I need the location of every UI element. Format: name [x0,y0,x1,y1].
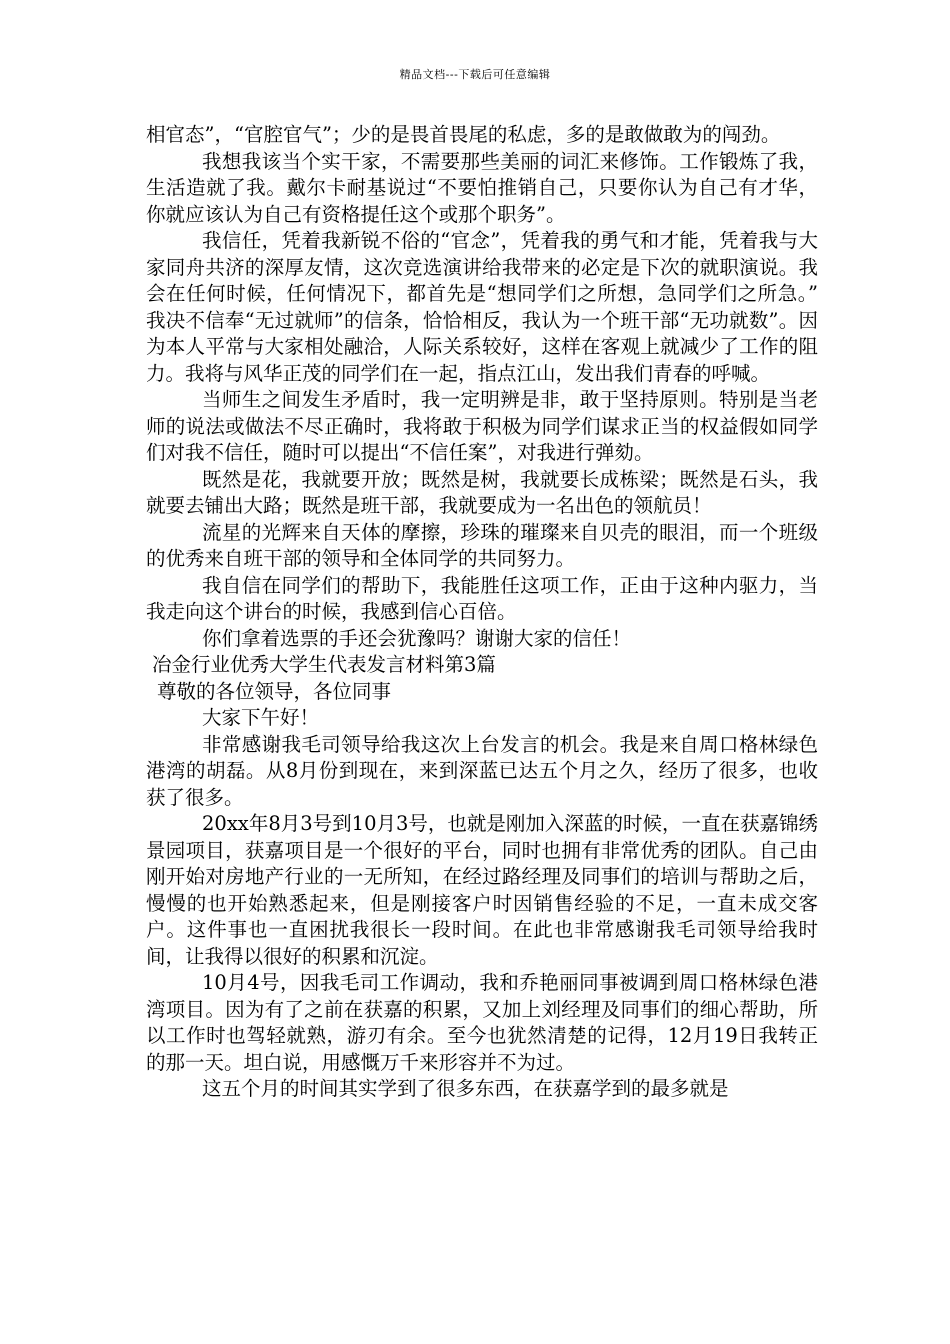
paragraph: 非常感谢我毛司领导给我这次上台发言的机会。我是来自周口格林绿色港湾的胡磊。从8月份到现在，来到深蓝已达五个月之久，经历了很多，也收获了很多。 [146,732,818,809]
paragraph: 20xx年8月3号到10月3号，也就是刚加入深蓝的时候，一直在获嘉锦绣景园项目，获嘉项目是一个很好的平台，同时也拥有非常优秀的团队。自己由刚开始对房地产行业的一无所知，在经过路经理及同事们的培训与帮助之后，慢慢的也开始熟悉起来，但是刚接客户时因销售经验的不足，一直未成交客户。这件事也一直困扰我很长一段时间。在此也非常感谢我毛司领导给我时间，让我得以很好的积累和沉淀。 [146,812,818,968]
page-header: 精品文档---下载后可任意编辑 [399,68,551,81]
document-body [146,122,818,1103]
paragraph: 这五个月的时间其实学到了很多东西，在获嘉学到的最多就是 [202,1077,729,1100]
section-title: 冶金行业优秀大学生代表发言材料第3篇 [152,653,496,676]
paragraph: 我信任，凭着我新锐不俗的“官念”，凭着我的勇气和才能，凭着我与大家同舟共济的深厚友情，这次竞选演讲给我带来的必定是下次的就职演说。我会在任何时候，任何情况下，都首先是“想同学们之所想，急同学们之所急。” 我决不信奉“无过就师”的信条，恰恰相反，我认为一个班干部“无功就数”。因为本人平常与大家相处融洽，人际关系较好，这样在客观上就减少了工作的阻力。我将与风华正茂的同学们在一起，指点江山，发出我们青春的呼喊。 [146,229,818,385]
greeting: 大家下午好！ [202,706,320,729]
paragraph: 我想我该当个实干家，不需要那些美丽的词汇来修饰。工作锻炼了我，生活造就了我。戴尔卡耐基说过“不要怕推销自己，只要你认为自己有才华，你就应该认为自己有资格提任这个或那个职务”。 [146,149,818,226]
paragraph-continuation: 相官态”，“官腔官气”；少的是畏首畏尾的私虑，多的是敢做敢为的闯劲。 [146,123,781,146]
salutation: 尊敬的各位领导，各位同事 [157,679,392,703]
paragraph: 既然是花，我就要开放；既然是树，我就要长成栋梁；既然是石头，我就要去铺出大路；既然是班干部，我就要成为一名出色的领航员！ [146,467,818,517]
paragraph: 流星的光辉来自天体的摩擦，珍珠的璀璨来自贝壳的眼泪，而一个班级的优秀来自班干部的领导和全体同学的共同努力。 [146,520,818,570]
paragraph: 10月4号，因我毛司工作调动，我和乔艳丽同事被调到周口格林绿色港湾项目。因为有了之前在获嘉的积累，又加上刘经理及同事们的细心帮助，所以工作时也驾轻就熟，游刃有余。至今也犹然清楚的记得，12月19日我转正的那一天。坦白说，用感慨万千来形容并不为过。 [146,971,818,1074]
paragraph: 你们拿着选票的手还会犹豫吗？谢谢大家的信任！ [202,626,632,650]
paragraph: 我自信在同学们的帮助下，我能胜任这项工作，正由于这种内驱力，当我走向这个讲台的时候，我感到信心百倍。 [146,573,818,623]
paragraph: 当师生之间发生矛盾时，我一定明辨是非，敢于坚持原则。特别是当老师的说法或做法不尽正确时，我将敢于积极为同学们谋求正当的权益假如同学们对我不信任，随时可以提出“不信任案”，对我进行弹劾。 [146,388,818,464]
